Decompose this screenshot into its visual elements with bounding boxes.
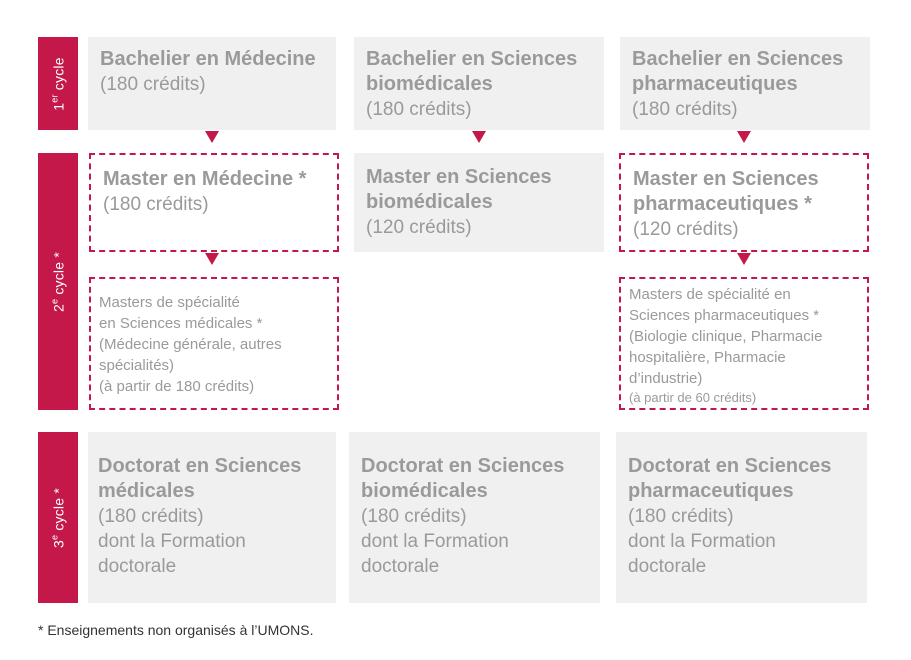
arrow-down-icon [737,253,751,265]
master-pharmaceutiques-title-1: Master en Sciences [633,168,819,190]
doctorat-pharmaceutiques-title-1: Doctorat en Sciences [628,455,832,477]
doctorat-medicales-extra-2: doctorale [98,556,177,577]
masters-specialite-pharmaceutiques-box [619,277,869,410]
master-biomedicales-box [354,153,604,252]
cycle-3-label: 3e cycle * [49,487,67,548]
masters-specialite-medicales-detail-2: spécialités) [99,357,175,374]
bachelier-medecine-title: Bachelier en Médecine [100,48,316,70]
doctorat-medicales-title-2: médicales [98,480,195,502]
bachelier-biomedicales-title-2: biomédicales [366,73,493,95]
master-biomedicales-title-2: biomédicales [366,191,493,213]
masters-specialite-medicales-box [89,277,339,410]
bachelier-biomedicales-credits: (180 crédits) [366,99,472,120]
bachelier-medecine-box [88,37,336,130]
cycle-1-label: 1er cycle [49,56,67,111]
masters-specialite-medicales-line-2: en Sciences médicales * [99,315,263,332]
arrow-down-icon [205,253,219,265]
master-pharmaceutiques-box [619,153,869,252]
masters-specialite-pharma-line-2: Sciences pharmaceutiques * [629,307,820,324]
doctorat-medicales-credits: (180 crédits) [98,506,204,527]
doctorat-biomedicales-title-2: biomédicales [361,480,488,502]
doctorat-pharmaceutiques-box [616,432,867,603]
doctorat-biomedicales-box [349,432,600,603]
master-pharmaceutiques-credits: (120 crédits) [633,219,739,240]
bachelier-pharmaceutiques-title-2: pharmaceutiques [632,73,798,95]
bachelier-pharmaceutiques-title-1: Bachelier en Sciences [632,48,844,70]
master-pharmaceutiques-title-2: pharmaceutiques * [633,193,812,215]
doctorat-biomedicales-extra-1: dont la Formation [361,531,509,552]
bachelier-biomedicales-title-1: Bachelier en Sciences [366,48,578,70]
bachelier-biomedicales-box [354,37,604,130]
doctorat-medicales-box [88,432,336,603]
doctorat-medicales-title-1: Doctorat en Sciences [98,455,302,477]
bachelier-pharmaceutiques-credits: (180 crédits) [632,99,738,120]
masters-specialite-pharma-detail-1: (Biologie clinique, Pharmacie [629,328,823,345]
bachelier-pharmaceutiques-box [620,37,870,130]
master-medecine-credits: (180 crédits) [103,194,209,215]
doctorat-biomedicales-title-1: Doctorat en Sciences [361,455,565,477]
doctorat-medicales-extra-1: dont la Formation [98,531,246,552]
doctorat-pharmaceutiques-extra-1: dont la Formation [628,531,776,552]
footnote: * Enseignements non organisés à l’UMONS. [38,622,314,638]
masters-specialite-pharma-line-1: Masters de spécialité en [629,286,791,303]
master-biomedicales-credits: (120 crédits) [366,217,472,238]
bachelier-medecine-credits: (180 crédits) [100,74,206,95]
arrow-down-icon [737,131,751,143]
cycle-2-label: 2e cycle * [49,251,67,312]
masters-specialite-medicales-line-1: Masters de spécialité [99,294,240,311]
doctorat-biomedicales-credits: (180 crédits) [361,506,467,527]
masters-specialite-medicales-detail-1: (Médecine générale, autres [99,336,282,353]
doctorat-pharmaceutiques-credits: (180 crédits) [628,506,734,527]
master-medecine-title: Master en Médecine * [103,168,307,190]
cycle-1-bar [38,37,78,130]
masters-specialite-pharma-detail-2: hospitalière, Pharmacie [629,349,786,366]
master-biomedicales-title-1: Master en Sciences [366,166,552,188]
arrow-down-icon [205,131,219,143]
masters-specialite-medicales-credits: (à partir de 180 crédits) [99,378,255,395]
doctorat-biomedicales-extra-2: doctorale [361,556,440,577]
doctorat-pharmaceutiques-extra-2: doctorale [628,556,707,577]
masters-specialite-pharma-credits: (à partir de 60 crédits) [629,390,757,405]
arrow-down-icon [472,131,486,143]
masters-specialite-pharma-detail-3: d’industrie) [629,370,703,387]
doctorat-pharmaceutiques-title-2: pharmaceutiques [628,480,794,502]
cycle-2-bar [38,153,78,410]
cycle-3-bar [38,432,78,603]
master-medecine-box [89,153,339,252]
